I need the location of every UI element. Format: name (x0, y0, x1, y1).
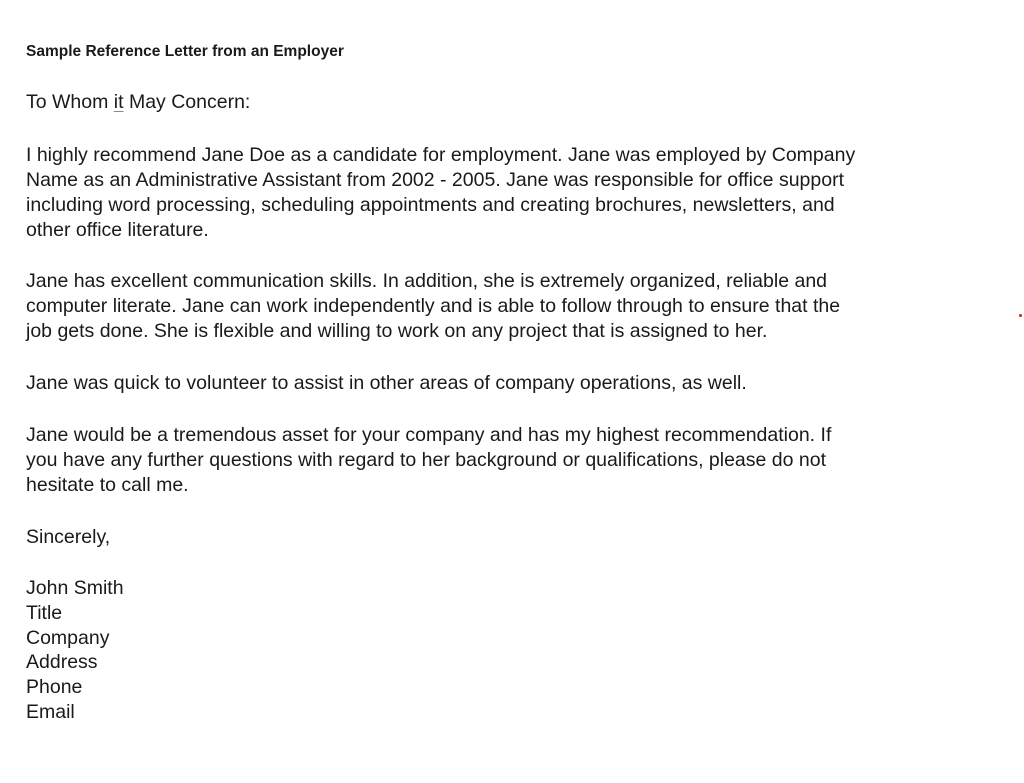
signature-email: Email (26, 700, 75, 723)
signature-company: Company (26, 626, 110, 649)
red-marker-dot (1019, 314, 1022, 317)
paragraph-recommendation (26, 143, 855, 243)
paragraph-line: Jane was quick to volunteer to assist in other areas of company operations, as well. (26, 372, 747, 394)
paragraph-line: I highly recommend Jane Doe as a candidate for employment. Jane was employed by Company (26, 144, 856, 166)
salutation (26, 90, 250, 115)
salutation-underlined-word: it (113, 91, 124, 113)
paragraph-closing-remarks (26, 423, 831, 498)
signature-block (26, 576, 124, 725)
letter-heading: Sample Reference Letter from an Employer (26, 43, 344, 60)
paragraph-line: Name as an Administrative Assistant from 2002 - 2005. Jane was responsible for office support (26, 169, 844, 191)
paragraph-line: hesitate to call me. (26, 474, 189, 496)
signature-phone: Phone (26, 676, 83, 699)
signature-address: Address (26, 651, 98, 674)
signature-name: John Smith (26, 577, 124, 599)
valediction: Sincerely, (26, 526, 111, 548)
letter-page (26, 0, 986, 783)
paragraph-line: computer literate. Jane can work independently and is able to follow through to ensure that the (26, 295, 841, 317)
paragraph-line: you have any further questions with regard to her background or qualifications, please do not (26, 449, 826, 471)
paragraph-line: Jane would be a tremendous asset for your company and has my highest recommendation. If (26, 424, 832, 446)
paragraph-line: including word processing, scheduling appointments and creating brochures, newsletters, and (26, 194, 835, 216)
salutation-end: May Concern: (123, 91, 251, 113)
paragraph-line: job gets done. She is flexible and willing to work on any project that is assigned to her. (26, 320, 768, 342)
paragraph-volunteer (26, 371, 747, 396)
signature-title: Title (26, 601, 63, 624)
paragraph-line: other office literature. (26, 219, 209, 241)
salutation-start: To Whom (26, 91, 114, 113)
paragraph-line: Jane has excellent communication skills. In addition, she is extremely organized, reliable and (26, 270, 828, 292)
paragraph-skills (26, 269, 840, 344)
